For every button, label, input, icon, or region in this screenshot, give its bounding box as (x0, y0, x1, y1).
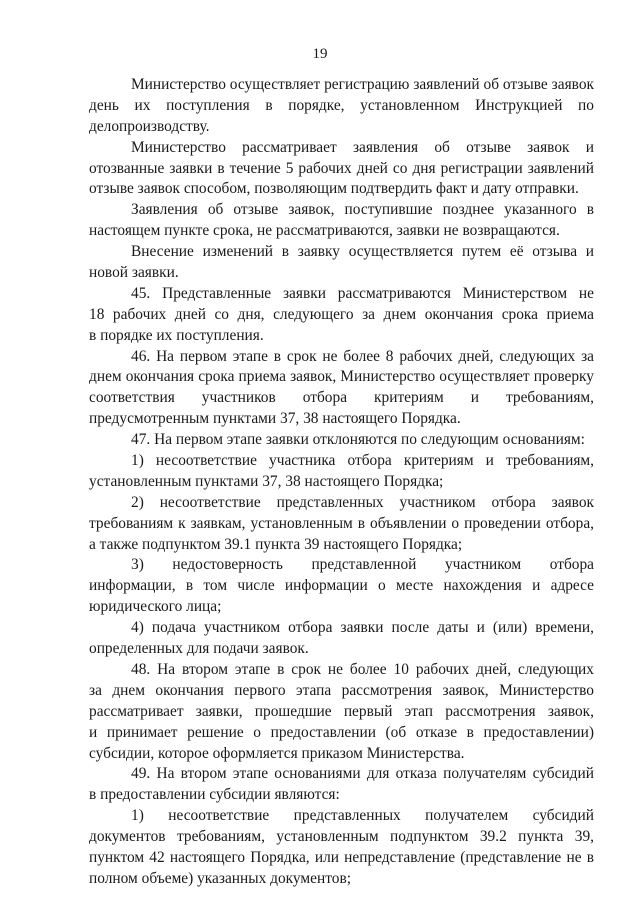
text-line: новой заявки. (89, 264, 179, 282)
text-line: полном объеме) указанных документов; (89, 869, 351, 887)
text-line: в порядке их поступления. (89, 326, 264, 344)
document-body (89, 75, 594, 890)
text-line: 18 рабочих дней со дня, следующего за днем окончания срока приема (89, 305, 594, 323)
text-line: Министерство осуществляет регистрацию заявлений об отзыве заявок (131, 76, 594, 93)
text-line: а также подпунктом 39.1 пункта 39 настоящего Порядка; (89, 535, 463, 553)
text-line: предусмотренным пунктами 37, 38 настоящего Порядка. (89, 410, 461, 428)
text-line: Заявления об отзыве заявок, поступившие позднее указанного в (131, 201, 594, 219)
text-line: отзыве заявок способом, позволяющим подтвердить факт и дату отправки. (89, 180, 579, 198)
text-line: днем окончания срока приема заявок, Министерство осуществляет проверку (89, 368, 594, 386)
text-line: соответствия участников отбора критериям и требованиям, (89, 389, 594, 407)
text-line: 46. На первом этапе в срок не более 8 рабочих дней, следующих за (131, 347, 594, 365)
text-line: установленным пунктами 37, 38 настоящего Порядка; (89, 472, 444, 490)
text-line: 47. На первом этапе заявки отклоняются по следующим основаниям: (131, 431, 585, 449)
text-line: Внесение изменений в заявку осуществляется путем её отзыва и (131, 243, 594, 261)
text-line: 3) недостоверность представленной участником отбора (131, 556, 594, 574)
text-line: юридического лица; (89, 598, 222, 616)
text-line: субсидии, которое оформляется приказом Министерства. (89, 744, 465, 762)
text-line: 45. Представленные заявки рассматриваются Министерством не (131, 284, 594, 302)
text-line: день их поступления в порядке, установленном Инструкцией по (89, 96, 594, 114)
text-line: информации, в том числе информации о месте нахождения и адресе (89, 577, 594, 595)
text-line: пунктом 42 настоящего Порядка, или непредставление (представление не в (89, 848, 594, 866)
text-line: 4) подача участником отбора заявки после даты и (или) времени, (131, 619, 594, 637)
text-line: документов требованиям, установленным подпунктом 39.2 пункта 39, (89, 828, 594, 846)
text-line: 48. На втором этапе в срок не более 10 рабочих дней, следующих (131, 660, 594, 678)
text-line: рассматривает заявки, прошедшие первый этап рассмотрения заявок, (89, 702, 594, 720)
text-line: 1) несоответствие участника отбора критериям и требованиям, (131, 452, 594, 470)
text-line: в предоставлении субсидии являются: (89, 786, 340, 804)
text-line: требованиям к заявкам, установленным в объявлении о проведении отбора, (89, 514, 594, 532)
text-line: и принимает решение о предоставлении (об отказе в предоставлении) (89, 723, 594, 741)
page-number: 19 (312, 46, 328, 62)
text-line: Министерство рассматривает заявления об отзыве заявок и (131, 138, 594, 156)
text-line: 1) несоответствие представленных получателем субсидий (131, 807, 594, 825)
text-line: отозванные заявки в течение 5 рабочих дней со дня регистрации заявлений (89, 159, 594, 177)
text-line: 49. На втором этапе основаниями для отказа получателям субсидий (131, 765, 594, 783)
text-line: 2) несоответствие представленных участником отбора заявок (131, 493, 594, 511)
text-line: делопроизводству. (89, 117, 210, 135)
text-line: за днем окончания первого этапа рассмотрения заявок, Министерство (89, 681, 594, 699)
text-line: определенных для подачи заявок. (89, 640, 309, 658)
text-line: настоящем пункте срока, не рассматриваются, заявки не возвращаются. (89, 222, 560, 240)
